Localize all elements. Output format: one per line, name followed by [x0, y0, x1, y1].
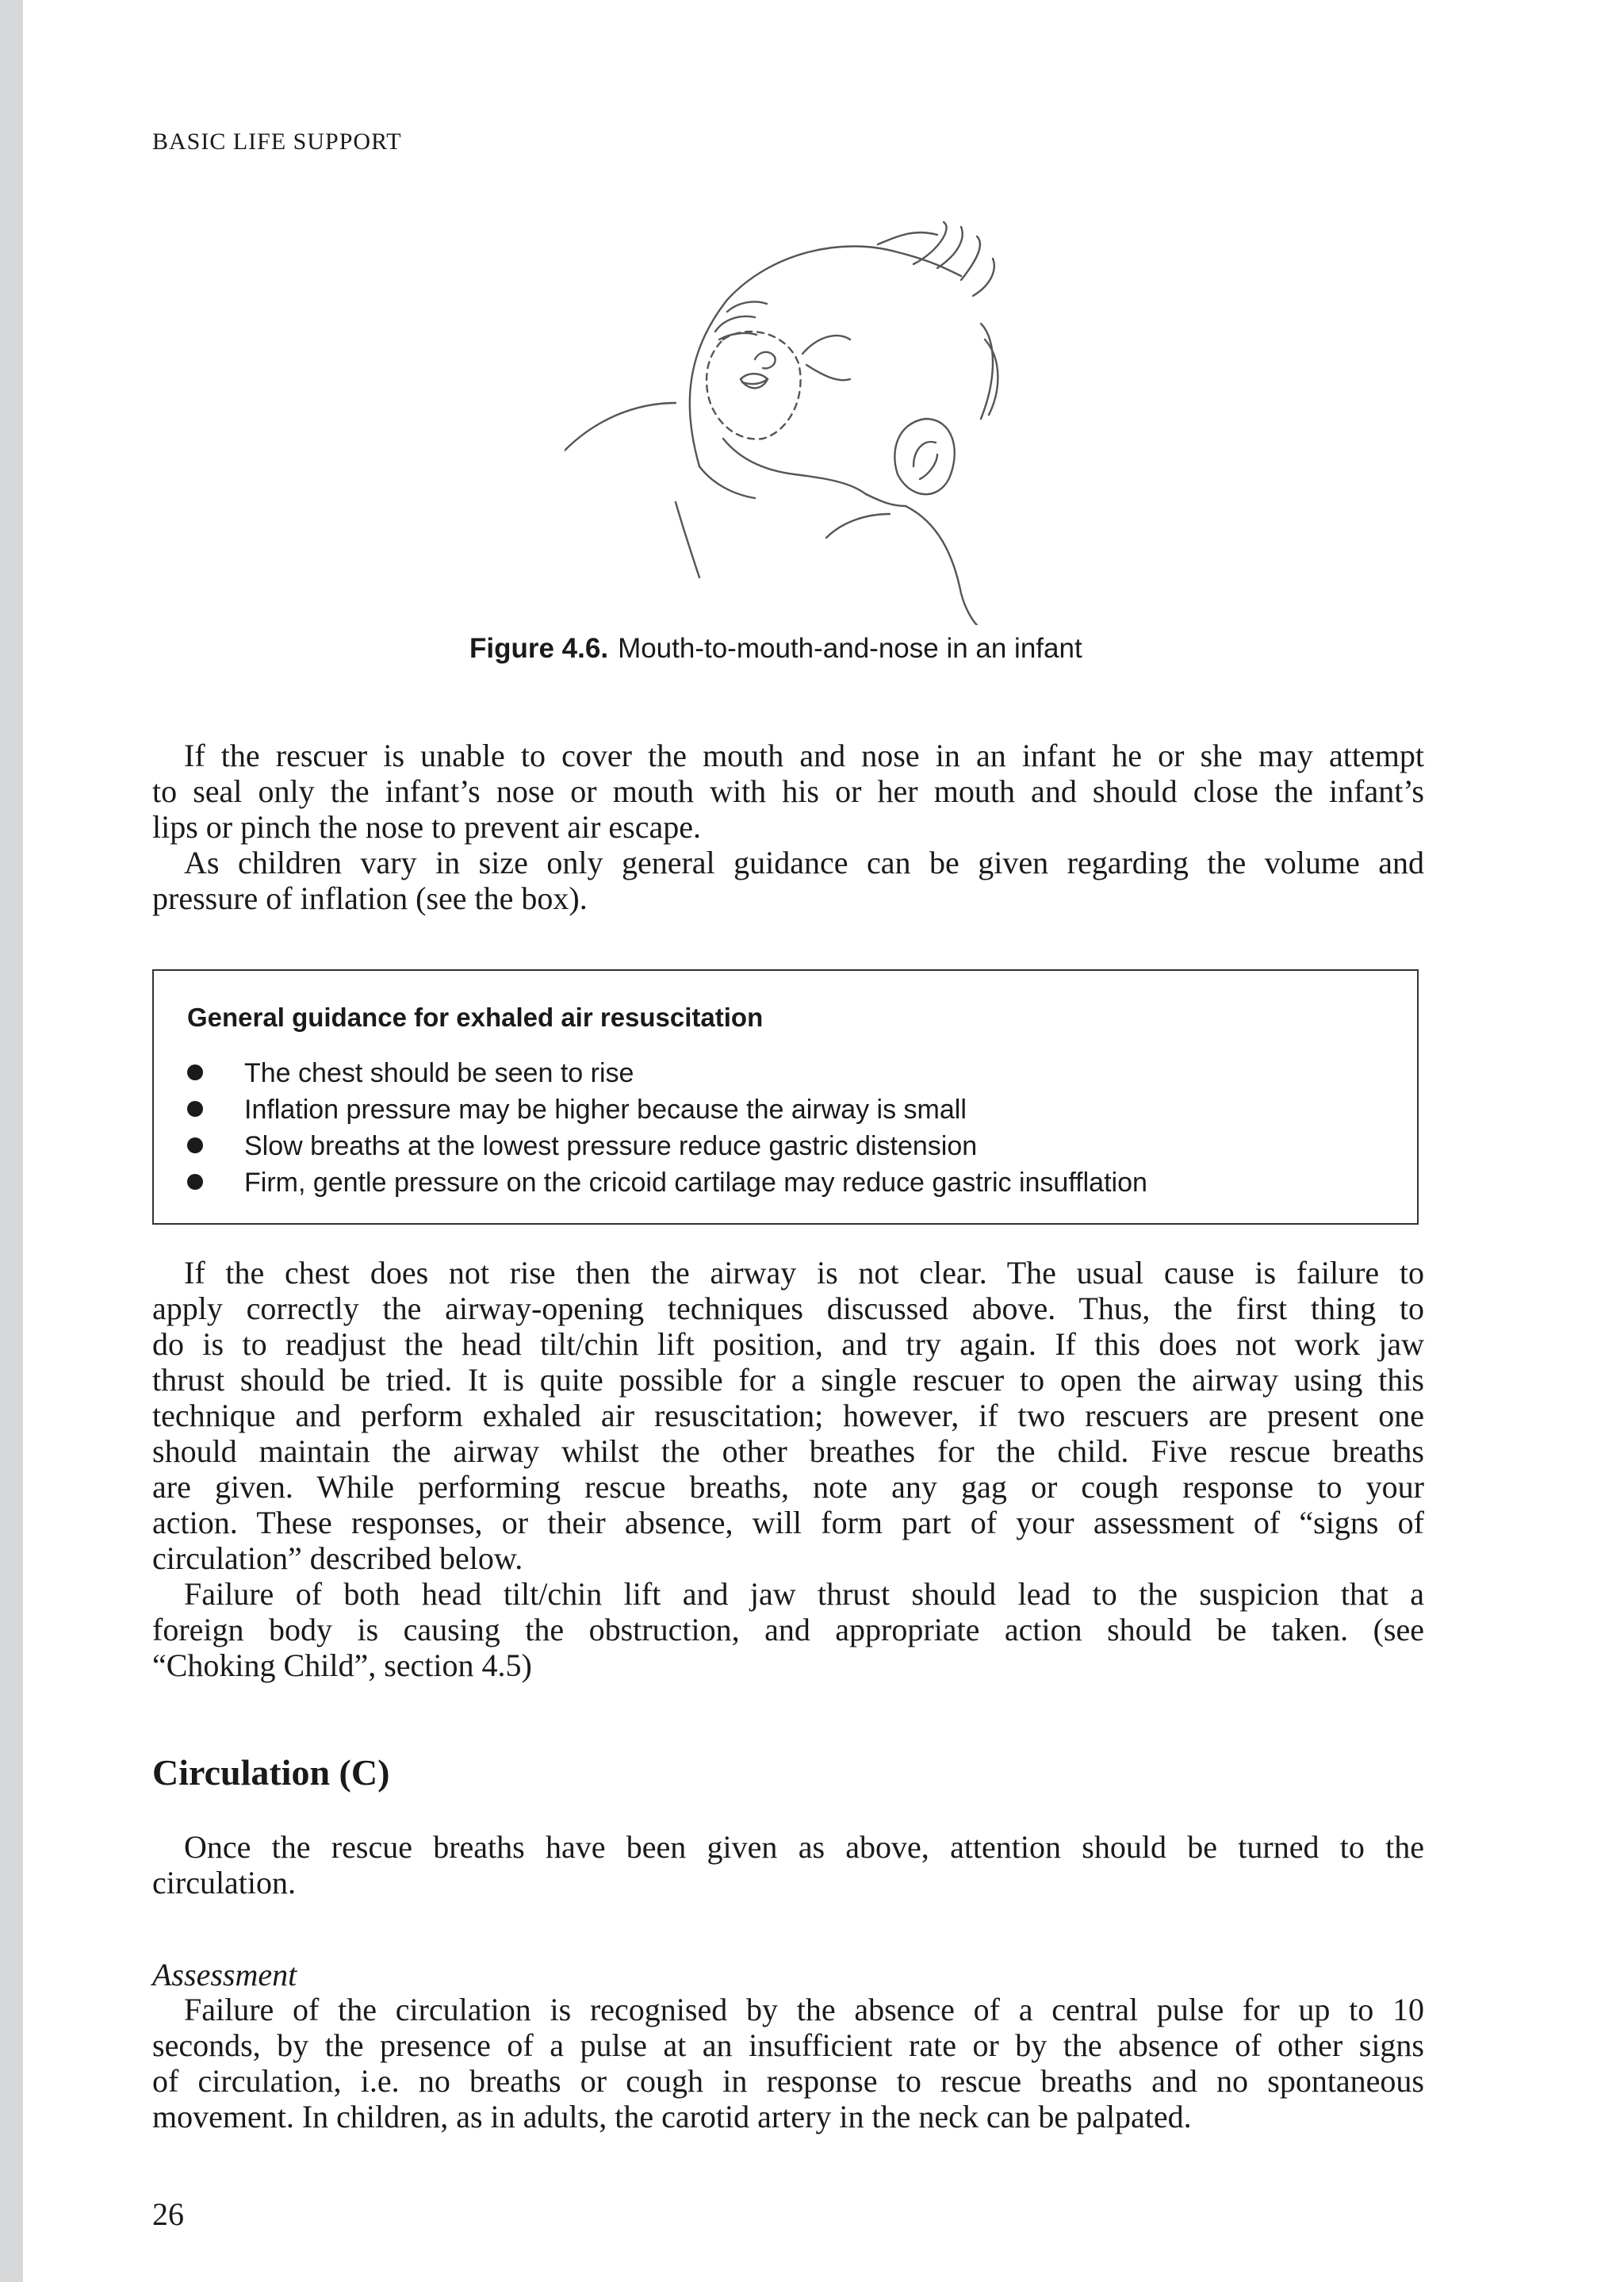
guidance-item-text: Firm, gentle pressure on the cricoid cartilage may reduce gastric insufflation: [244, 1168, 1147, 1198]
text-line: are given. While performing rescue breaths, note any gag or cough response to your: [152, 1469, 1424, 1505]
text-line: pressure of inflation (see the box).: [152, 880, 588, 916]
book-page: [152, 0, 1424, 2282]
paragraph-foreign-body: [152, 1576, 1424, 1683]
paragraph-inflation-guidance: [152, 845, 1424, 916]
text-line: circulation.: [152, 1865, 297, 1900]
paragraph-circulation-intro: [152, 1829, 1424, 1900]
guidance-item: [187, 1128, 1147, 1164]
guidance-item-text: Slow breaths at the lowest pressure reduce gastric distension: [244, 1131, 978, 1161]
text-line: If the chest does not rise then the airway is not clear. The usual cause is failure to: [184, 1255, 1424, 1291]
paragraph-chest-not-rising: [152, 1255, 1424, 1576]
text-line: As children vary in size only general guidance can be given regarding the volume and: [184, 845, 1424, 880]
text-line: apply correctly the airway-opening techniques discussed above. Thus, the first thing to: [152, 1291, 1424, 1326]
figure-caption-text: Mouth-to-mouth-and-nose in an infant: [618, 633, 1082, 664]
subheading: Assessment: [152, 1957, 297, 1992]
page-edge-strip: [0, 0, 23, 2282]
running-head: BASIC LIFE SUPPORT: [152, 128, 402, 155]
text-line: should maintain the airway whilst the other breathes for the child. Five rescue breaths: [152, 1433, 1424, 1469]
guidance-item: [187, 1091, 1147, 1128]
text-line: do is to readjust the head tilt/chin lift position, and try again. If this does not work jaw: [152, 1326, 1424, 1362]
text-line: to seal only the infant’s nose or mouth with his or her mouth and should close the infant’s: [152, 773, 1424, 809]
text-line: Failure of both head tilt/chin lift and jaw thrust should lead to the suspicion that a: [184, 1576, 1424, 1612]
guidance-item-text: Inflation pressure may be higher because the airway is small: [244, 1095, 967, 1125]
page-number: 26: [152, 2196, 184, 2232]
text-line: thrust should be tried. It is quite possible for a single rescuer to open the airway using this: [152, 1362, 1424, 1398]
text-line: Once the rescue breaths have been given as above, attention should be turned to the: [184, 1829, 1424, 1865]
bullet-icon: [187, 1064, 203, 1080]
text-line: of circulation, i.e. no breaths or cough in response to rescue breaths and no spontaneous: [152, 2063, 1424, 2099]
figure-number: Figure 4.6.: [469, 633, 609, 664]
text-line: lips or pinch the nose to prevent air escape.: [152, 809, 701, 845]
bullet-icon: [187, 1137, 203, 1153]
guidance-item-text: The chest should be seen to rise: [244, 1058, 634, 1088]
guidance-box: [152, 969, 1419, 1225]
text-line: Failure of the circulation is recognised by the absence of a central pulse for up to 10: [184, 1992, 1424, 2027]
guidance-item: [187, 1164, 1147, 1201]
figure-caption: [469, 633, 1262, 665]
paragraph-seal-technique: [152, 738, 1424, 845]
text-line: circulation” described below.: [152, 1540, 523, 1576]
bullet-icon: [187, 1101, 203, 1117]
text-line: action. These responses, or their absence, will form part of your assessment of “signs of: [152, 1505, 1424, 1540]
text-line: technique and perform exhaled air resuscitation; however, if two rescuers are present one: [152, 1398, 1424, 1433]
text-line: foreign body is causing the obstruction, and appropriate action should be taken. (see: [152, 1612, 1424, 1647]
text-line: If the rescuer is unable to cover the mouth and nose in an infant he or she may attempt: [184, 738, 1424, 773]
text-line: movement. In children, as in adults, the carotid artery in the neck can be palpated.: [152, 2099, 1192, 2134]
guidance-list: [187, 1055, 1147, 1201]
text-line: “Choking Child”, section 4.5): [152, 1647, 532, 1683]
paragraph-assessment: [152, 1992, 1424, 2134]
guidance-box-title: General guidance for exhaled air resuscitation: [187, 1003, 764, 1032]
bullet-icon: [187, 1174, 203, 1190]
infant-mouth-to-mouth-illustration: [565, 221, 1167, 625]
guidance-item: [187, 1055, 1147, 1091]
section-heading: Circulation (C): [152, 1752, 390, 1793]
text-line: seconds, by the presence of a pulse at an insufficient rate or by the absence of other signs: [152, 2027, 1424, 2063]
